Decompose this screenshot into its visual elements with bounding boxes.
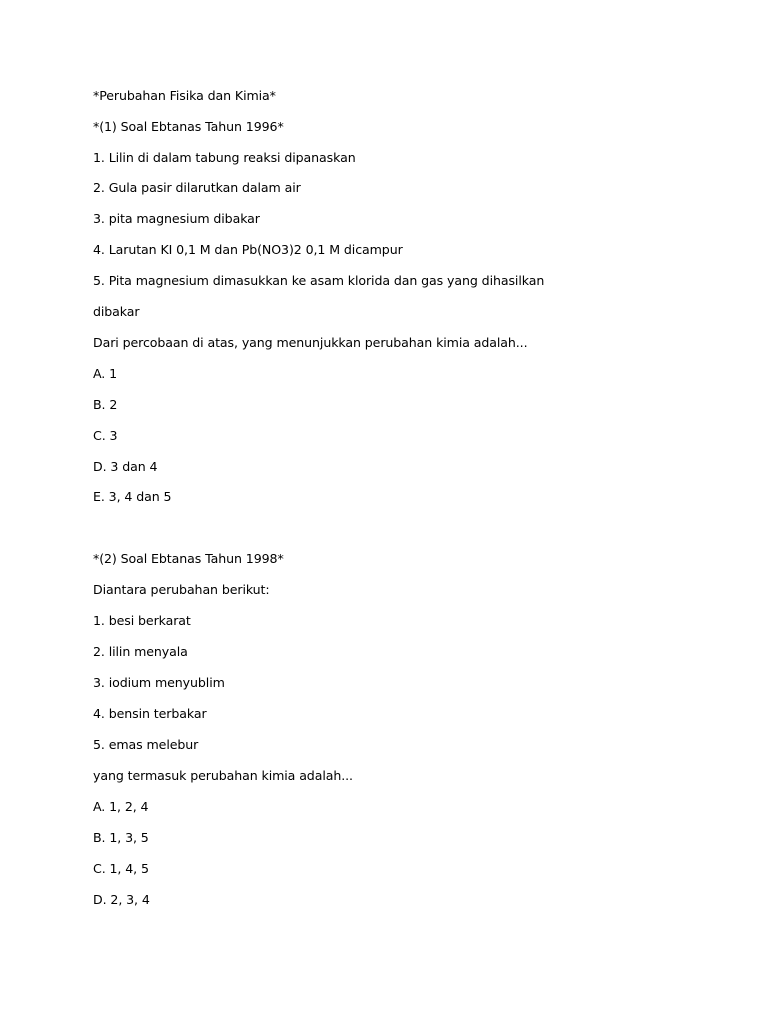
question-2-item-4: 4. bensin terbakar: [93, 706, 207, 721]
question-1-option-d: D. 3 dan 4: [93, 459, 158, 474]
question-2-option-a: A. 1, 2, 4: [93, 799, 149, 814]
question-1-item-2: 2. Gula pasir dilarutkan dalam air: [93, 180, 301, 195]
question-1-prompt: Dari percobaan di atas, yang menunjukkan perubahan kimia adalah...: [93, 335, 528, 350]
question-2-item-2: 2. lilin menyala: [93, 644, 188, 659]
question-2-option-d: D. 2, 3, 4: [93, 892, 150, 907]
question-2-header: *(2) Soal Ebtanas Tahun 1998*: [93, 551, 284, 566]
question-1-option-c: C. 3: [93, 428, 118, 443]
question-1-item-3: 3. pita magnesium dibakar: [93, 211, 260, 226]
question-2-item-5: 5. emas melebur: [93, 737, 199, 752]
question-1-item-5: 5. Pita magnesium dimasukkan ke asam klorida dan gas yang dihasilkan: [93, 273, 545, 288]
question-2-option-b: B. 1, 3, 5: [93, 830, 149, 845]
question-1-item-5-continued: dibakar: [93, 304, 140, 319]
question-2-item-3: 3. iodium menyublim: [93, 675, 225, 690]
question-2-intro: Diantara perubahan berikut:: [93, 582, 270, 597]
question-1-option-e: E. 3, 4 dan 5: [93, 489, 172, 504]
question-2-prompt: yang termasuk perubahan kimia adalah...: [93, 768, 353, 783]
document-heading: *Perubahan Fisika dan Kimia*: [93, 88, 276, 103]
question-2-item-1: 1. besi berkarat: [93, 613, 191, 628]
question-1-header: *(1) Soal Ebtanas Tahun 1996*: [93, 119, 284, 134]
question-1-item-4: 4. Larutan KI 0,1 M dan Pb(NO3)2 0,1 M dicampur: [93, 242, 403, 257]
question-1-option-b: B. 2: [93, 397, 118, 412]
question-2-option-c: C. 1, 4, 5: [93, 861, 149, 876]
question-1-option-a: A. 1: [93, 366, 118, 381]
question-1-item-1: 1. Lilin di dalam tabung reaksi dipanaskan: [93, 150, 356, 165]
